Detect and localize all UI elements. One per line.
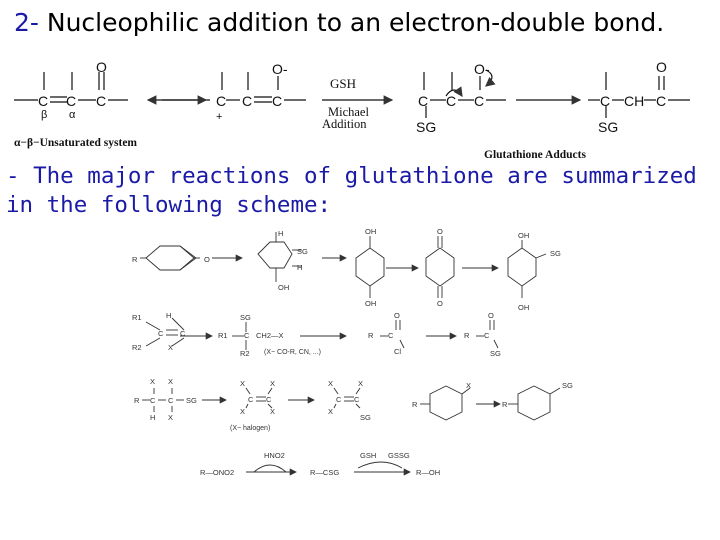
aryl-halide-reaction [420, 386, 560, 420]
body-line-1: - The major reactions of glutathione are summarized [6, 163, 697, 189]
quinone-reaction [356, 236, 546, 298]
resonance-structure [222, 72, 306, 102]
label-c4: C [216, 93, 227, 109]
alkene-h: H [166, 311, 172, 320]
label-ch: CH [624, 93, 645, 109]
label-c6: C [272, 93, 283, 109]
product-gssg: GSSG [388, 451, 410, 460]
epoxide-r: R [132, 255, 138, 264]
reagent-gsh-lower: GSH [360, 451, 377, 460]
label-sg1: SG [416, 119, 437, 135]
row3-r: R [134, 396, 140, 405]
row3-x2: X [168, 377, 174, 386]
left-caption: α−β−Unsaturated system [14, 137, 138, 149]
x-note: (X− CO-R, CN, ...) [264, 349, 321, 356]
hydroquinone-oh-top: OH [365, 227, 377, 236]
hydroquinone-oh-bottom: OH [365, 299, 377, 308]
label-alpha: α [69, 109, 76, 121]
row3-c1: C [150, 396, 156, 405]
aryl-r-product: R [502, 400, 508, 409]
aryl-x: X [466, 381, 472, 390]
thioester-o: O [488, 311, 494, 320]
label-c11: C [656, 93, 667, 109]
body-line-2: in the following scheme: [6, 192, 332, 218]
michael-captions [14, 76, 586, 161]
title-text: Nucleophilic addition to an electron-double bond. [46, 8, 665, 37]
thioester-sg: SG [490, 349, 501, 358]
epoxide-o: O [204, 255, 210, 264]
row3-x1: X [150, 377, 156, 386]
alkene-c2: C [180, 329, 186, 338]
label-plus: + [216, 111, 223, 123]
epoxide-reaction [140, 232, 346, 282]
row3-sg: SG [186, 396, 197, 405]
reaction-scheme-labels [132, 227, 573, 477]
vinyl-x2: X [270, 379, 276, 388]
label-sg2: SG [598, 119, 619, 135]
acyl-o: O [394, 311, 400, 320]
quinone-o-bottom: O [437, 299, 443, 308]
adduct-oh-bottom: OH [518, 303, 530, 312]
right-caption: Glutathione Adducts [484, 149, 586, 161]
title-number: 2- [14, 8, 39, 37]
label-beta: β [41, 109, 48, 121]
label-c5: C [242, 93, 253, 109]
nitrate-ester: R—ONO2 [200, 468, 235, 477]
vinyl2-c2: C [354, 395, 360, 404]
label-o-minus-1: O- [272, 61, 288, 77]
label-o-minus-2: O- [474, 61, 490, 77]
label-c1: C [38, 93, 49, 109]
vinyl-x3: X [240, 407, 246, 416]
quinone-o-top: O [437, 227, 443, 236]
aryl-r: R [412, 400, 418, 409]
product-ch2x: CH2—X [256, 331, 284, 340]
label-c9: C [474, 93, 485, 109]
alkene-x: X [168, 343, 174, 352]
acyl-c: C [388, 331, 394, 340]
product-r2: R2 [240, 349, 250, 358]
product-r1: R1 [218, 331, 228, 340]
label-c3: C [96, 93, 107, 109]
label-o1: O [96, 59, 107, 75]
row3-x3: X [168, 413, 174, 422]
alkene-c1: C [158, 329, 164, 338]
adduct-sg: SG [550, 249, 561, 258]
vinyl2-sg: SG [360, 413, 371, 422]
aryl-sg: SG [562, 381, 573, 390]
label-c8: C [446, 93, 457, 109]
row3-h1: H [150, 413, 156, 422]
vinyl-c2: C [266, 395, 272, 404]
thioester-c: C [484, 331, 490, 340]
product-c: C [244, 331, 250, 340]
vinyl2-c1: C [336, 395, 342, 404]
vinyl2-x2: X [358, 379, 364, 388]
diol-oh: OH [278, 283, 290, 292]
alkene-r1: R1 [132, 313, 142, 322]
label-o2: O [656, 59, 667, 75]
alkyl-substitution-reaction [146, 318, 498, 350]
label-c10: C [600, 93, 611, 109]
gsh-attack-structure [424, 70, 506, 118]
thionitrite: R—CSG [310, 468, 340, 477]
halogen-note: (X− halogen) [230, 425, 271, 432]
vinyl2-x3: X [328, 407, 334, 416]
nitrous-acid: HNO2 [264, 451, 285, 460]
acyl-r: R [368, 331, 374, 340]
alcohol: R—OH [416, 468, 441, 477]
diol-h: H [297, 263, 303, 272]
vinyl-c1: C [248, 395, 254, 404]
vinyl-x1: X [240, 379, 246, 388]
product-sg: SG [240, 313, 251, 322]
label-c2: C [66, 93, 77, 109]
diol-h-top: H [278, 229, 284, 238]
adduct-oh-top: OH [518, 231, 530, 240]
step-michael: Michael [328, 105, 369, 119]
alkene-r2: R2 [132, 343, 142, 352]
acyl-cl: Cl [394, 347, 402, 356]
vinyl-x4: X [270, 407, 276, 416]
vinyl2-x1: X [328, 379, 334, 388]
reagent-gsh: GSH [330, 76, 357, 91]
step-addition: Addition [322, 117, 367, 131]
label-c7: C [418, 93, 429, 109]
row3-c2: C [168, 396, 174, 405]
diol-sg: SG [297, 247, 308, 256]
thioester-r: R [464, 331, 470, 340]
